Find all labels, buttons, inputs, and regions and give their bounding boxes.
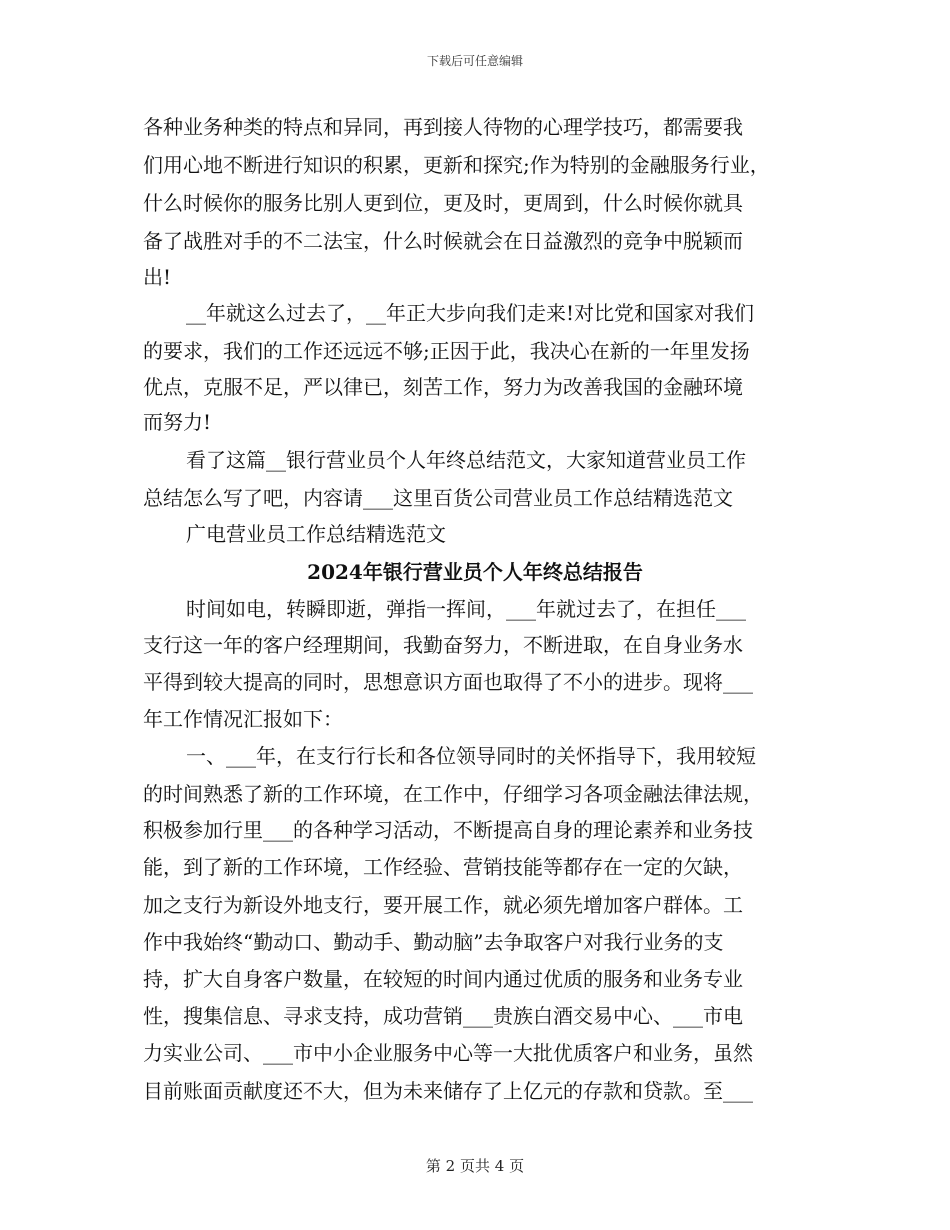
paragraph-line: 积极参加行里___的各种学习活动，不断提高自身的理论素养和业务技 xyxy=(143,818,753,842)
paragraph-line: 而努力! xyxy=(143,410,212,434)
paragraph-line: 们用心地不断进行知识的积累，更新和探究;作为特别的金融服务行业， xyxy=(143,153,770,177)
paragraph-line: 目前账面贡献度还不大，但为未来储存了上亿元的存款和贷款。至___ xyxy=(143,1079,753,1103)
paragraph-line: 的时间熟悉了新的工作环境，在工作中，仔细学习各项金融法律法规， xyxy=(143,782,763,806)
paragraph-line: 备了战胜对手的不二法宝，什么时候就会在日益激烈的竞争中脱颖而 xyxy=(143,229,743,253)
paragraph-line: 性，搜集信息、寻求支持，成功营销___贵族白酒交易中心、___市电 xyxy=(143,1004,743,1028)
paragraph-line: 持，扩大自身客户数量，在较短的时间内通过优质的服务和业务专业 xyxy=(143,967,743,991)
paragraph-line: 支行这一年的客户经理期间，我勤奋努力，不断进取，在自身业务水 xyxy=(143,633,743,657)
paragraph-line: 的要求，我们的工作还远远不够;正因于此，我决心在新的一年里发扬 xyxy=(143,339,750,363)
paragraph-line: 加之支行为新设外地支行，要开展工作，就必须先增加客户群体。工 xyxy=(143,893,743,917)
paragraph-line: 广电营业员工作总结精选范文 xyxy=(186,522,446,546)
paragraph-line: 各种业务种类的特点和异同，再到接人待物的心理学技巧，都需要我 xyxy=(143,115,743,139)
page-header: 下载后可任意编辑 xyxy=(426,54,523,68)
paragraph-line: 一、___年，在支行行长和各位领导同时的关怀指导下，我用较短 xyxy=(186,744,756,768)
paragraph-line: 总结怎么写了吧，内容请___这里百货公司营业员工作总结精选范文 xyxy=(143,486,733,510)
paragraph-line: 能，到了新的工作环境，工作经验、营销技能等都存在一定的欠缺， xyxy=(143,855,743,879)
page-footer: 第 2 页共 4 页 xyxy=(425,1157,525,1175)
paragraph-line: 平得到较大提高的同时，思想意识方面也取得了不小的进步。现将___ xyxy=(143,670,753,694)
paragraph-line: 看了这篇__银行营业员个人年终总结范文，大家知道营业员工作 xyxy=(186,448,746,472)
paragraph-line: 力实业公司、___市中小企业服务中心等一大批优质客户和业务，虽然 xyxy=(143,1041,753,1065)
paragraph-line: 时间如电，转瞬即逝，弹指一挥间，___年就过去了，在担任___ xyxy=(186,597,746,621)
paragraph-line: 什么时候你的服务比别人更到位，更及时，更周到，什么时候你就具 xyxy=(143,191,743,215)
paragraph-line: 出! xyxy=(143,265,172,289)
paragraph-line: 优点，克服不足，严以律已，刻苦工作，努力为改善我国的金融环境 xyxy=(143,375,743,399)
paragraph-line: __年就这么过去了，__年正大步向我们走来!对比党和国家对我们 xyxy=(186,301,755,325)
section-title: 2024年银行营业员个人年终总结报告 xyxy=(307,560,643,584)
paragraph-line: 年工作情况汇报如下： xyxy=(143,707,343,731)
paragraph-line: 作中我始终“勤动口、勤动手、勤动脑”去争取客户对我行业务的支 xyxy=(143,930,724,954)
